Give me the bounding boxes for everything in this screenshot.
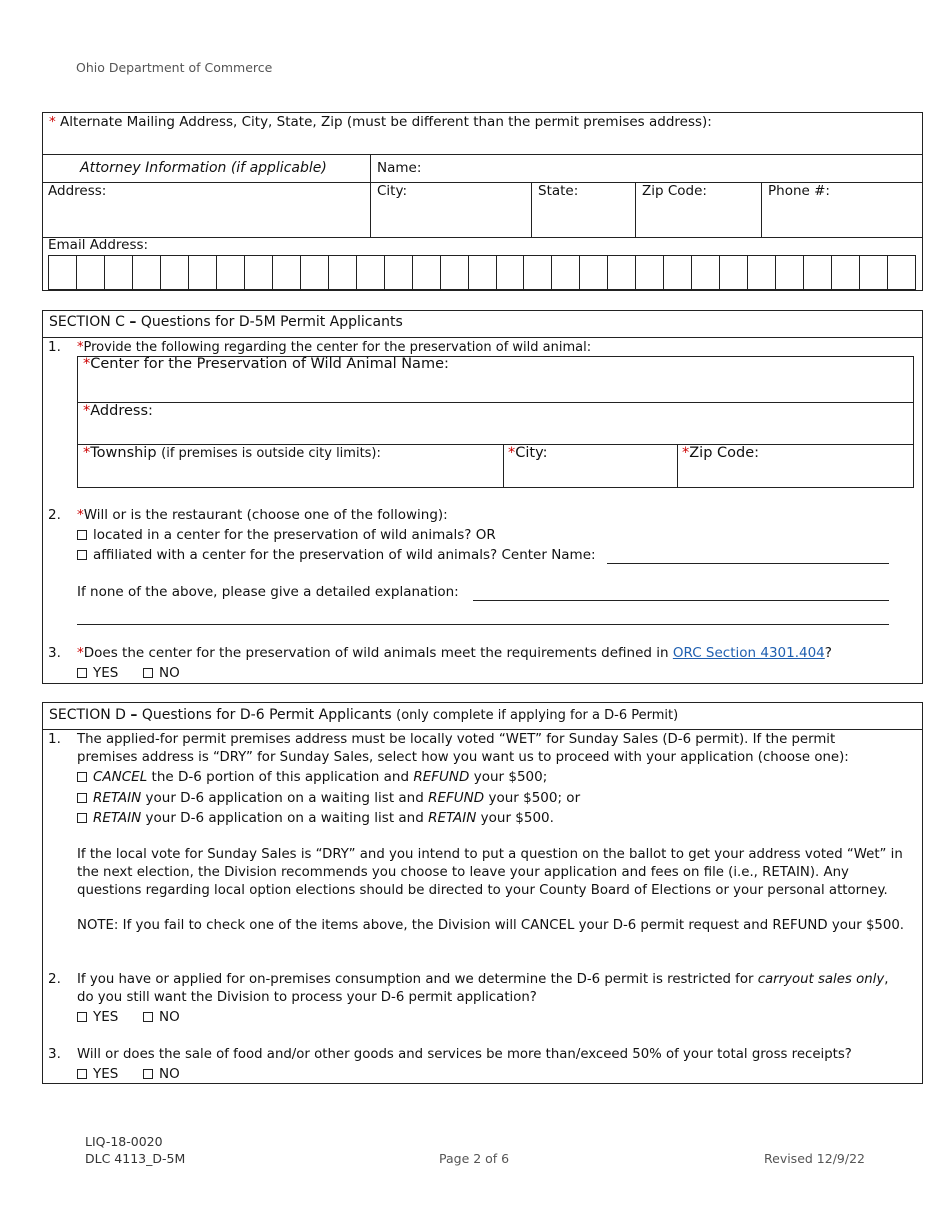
c-q2-option-located[interactable]: located in a center for the preservation of wild animals? OR [77,527,496,544]
attorney-name-label: Name: [377,160,422,176]
c-q3-text: *Does the center for the preservation of wild animals meet the requirements defined in ORC Section 4301.404? [77,645,832,661]
center-name-line[interactable] [607,563,889,564]
c-q1-text: *Provide the following regarding the center for the preservation of wild animal: [77,340,592,355]
c-q2-none-label: If none of the above, please give a detailed explanation: [77,584,459,600]
d-q1-line1: The applied-for permit premises address must be locally voted “WET” for Sunday Sales (D-6 permit). If the permit [77,732,836,747]
department-header: Ohio Department of Commerce [76,60,273,75]
attorney-address-label: Address: [48,183,107,199]
explanation-line-2[interactable] [77,624,889,625]
section-d-title: SECTION D – Questions for D-6 Permit Applicants (only complete if applying for a D-6 Permit) [49,707,679,723]
footer-page-number: Page 2 of 6 [439,1151,510,1166]
attorney-email-label: Email Address: [48,237,149,253]
center-zip-label: *Zip Code: [682,445,760,461]
checkbox-icon[interactable] [143,1069,153,1079]
c-q2-option-affiliated[interactable]: affiliated with a center for the preservation of wild animals? Center Name: [77,547,596,564]
c-q3-yes[interactable]: YES [77,665,118,682]
center-city-label: *City: [508,445,548,461]
attorney-zip-label: Zip Code: [642,183,707,199]
d-q3-number: 3. [48,1046,61,1062]
checkbox-icon[interactable] [77,1069,87,1079]
c-q3-no[interactable]: NO [143,665,180,682]
attorney-info-label: Attorney Information (if applicable) [80,160,327,176]
wild-animal-center-table [77,356,914,488]
d-q1-option-cancel[interactable]: CANCEL the D-6 portion of this application and REFUND your $500; [77,769,547,786]
d-note-paragraph: NOTE: If you fail to check one of the items above, the Division will CANCEL your D-6 permit request and REFUND your $500. [77,918,905,933]
d-q2-no[interactable]: NO [143,1009,180,1026]
d-q3-text: Will or does the sale of food and/or other goods and services be more than/exceed 50% of your total gross receipts? [77,1047,852,1062]
alt-mailing-address-label: * Alternate Mailing Address, City, State, Zip (must be different than the permit premises address): [49,114,712,130]
attorney-state-label: State: [538,183,579,199]
checkbox-icon[interactable] [77,1012,87,1022]
checkbox-icon[interactable] [143,668,153,678]
d-q2-line1: If you have or applied for on-premises consumption and we determine the D-6 permit is restricted for carryout sales only, [77,972,889,987]
d-q2-number: 2. [48,971,61,987]
required-asterisk: * [49,114,56,130]
attorney-city-label: City: [377,183,408,199]
footer-dlc-code: DLC 4113_D-5M [85,1151,186,1166]
checkbox-icon[interactable] [77,772,87,782]
center-address-label: *Address: [83,403,153,419]
footer-form-id: LIQ-18-0020 [85,1134,163,1149]
d-q1-option-retain-refund[interactable]: RETAIN your D-6 application on a waiting list and REFUND your $500; or [77,790,580,807]
center-township-label: *Township (if premises is outside city limits): [83,445,381,461]
c-q1-number: 1. [48,339,61,355]
d-q1-option-retain-retain[interactable]: RETAIN your D-6 application on a waiting list and RETAIN your $500. [77,810,554,827]
c-q2-text: *Will or is the restaurant (choose one of the following): [77,507,448,523]
explanation-line-1[interactable] [473,600,889,601]
email-character-boxes[interactable] [48,255,916,290]
checkbox-icon[interactable] [143,1012,153,1022]
d-q2-line2: do you still want the Division to process your D-6 permit application? [77,990,537,1005]
center-name-label: *Center for the Preservation of Wild Animal Name: [83,356,449,372]
checkbox-icon[interactable] [77,813,87,823]
d-local-vote-paragraph: If the local vote for Sunday Sales is “DRY” and you intend to put a question on the ballot to get your address voted “Wet” in the next election, the Division recommends you choose to leave your application and fees on file (i.e., RETAIN). Any questions regarding local option elections should be directed to your County Board of Elections or your personal attorney. [77,847,903,898]
section-c-title: SECTION C – Questions for D-5M Permit Applicants [49,314,403,330]
attorney-phone-label: Phone #: [768,183,830,199]
c-q3-number: 3. [48,645,61,661]
checkbox-icon[interactable] [77,530,87,540]
checkbox-icon[interactable] [77,550,87,560]
d-q3-no[interactable]: NO [143,1066,180,1083]
d-q1-line2: premises address is “DRY” for Sunday Sales, select how you want us to proceed with your application (choose one): [77,750,849,765]
checkbox-icon[interactable] [77,668,87,678]
c-q2-number: 2. [48,507,61,523]
orc-section-link[interactable]: ORC Section 4301.404 [672,645,825,661]
footer-revised-date: Revised 12/9/22 [764,1151,865,1166]
checkbox-icon[interactable] [77,793,87,803]
d-q2-yes[interactable]: YES [77,1009,118,1026]
d-q1-number: 1. [48,731,61,747]
d-q3-yes[interactable]: YES [77,1066,118,1083]
